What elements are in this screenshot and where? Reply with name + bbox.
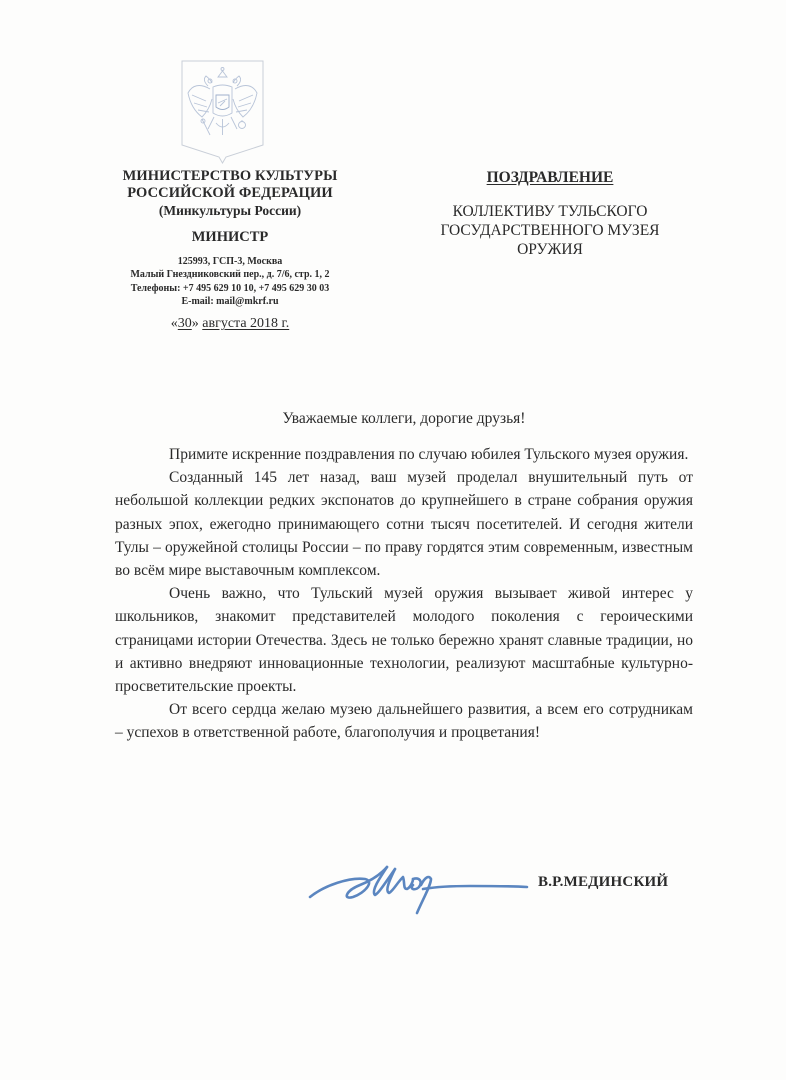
document-heading: ПОЗДРАВЛЕНИЕ — [486, 169, 614, 186]
date-close-quote: » — [191, 316, 199, 332]
ministry-name-line2: РОССИЙСКОЙ ФЕДЕРАЦИИ — [127, 185, 333, 201]
ministry-name-line1: МИНИСТЕРСТВО КУЛЬТУРЫ — [122, 168, 338, 184]
date-day: 30 — [177, 316, 192, 332]
body-paragraph: Примите искренние поздравления по случаю юбилея Тульского музея оружия. — [169, 446, 689, 463]
date-open-quote: « — [170, 316, 178, 332]
addressee-lines — [400, 202, 700, 259]
sender-position: МИНИСТР — [191, 229, 269, 245]
letter-date — [100, 315, 360, 333]
ministry-contacts — [100, 255, 360, 308]
ministry-short-name: (Минкультуры России) — [158, 203, 302, 218]
street-address: Малый Гнездниковский пер., д. 7/6, стр. 1, 2 — [130, 269, 330, 281]
addressee-line: ГОСУДАРСТВЕННОГО МУЗЕЯ — [440, 222, 660, 239]
body-paragraph: От всего сердца желаю музею дальнейшего развития, а всем его сотрудникам – успехов в ответственной работе, благополучия и процветания! — [115, 701, 693, 742]
signer-name: В.Р.МЕДИНСКИЙ — [538, 874, 669, 890]
handwritten-signature — [305, 855, 535, 925]
email-address: E-mail: mail@mkrf.ru — [181, 295, 279, 307]
addressee-line: КОЛЛЕКТИВУ ТУЛЬСКОГО — [452, 203, 648, 220]
letter-body — [115, 443, 693, 745]
postal-address: 125993, ГСП-3, Москва — [177, 256, 283, 267]
body-paragraph: Очень важно, что Тульский музей оружия вызывает живой интерес у школьников, знакомит представителей молодого поколения с героическими страницами истории Отечества. Здесь не только бережно хранят славные традиции, но и активно внедряют инновационные технологии, реализуют масштабные культурно-просветительские проекты. — [115, 585, 693, 696]
greeting: Уважаемые коллеги, дорогие друзья! — [282, 410, 526, 427]
russian-coat-of-arms-icon — [180, 59, 265, 165]
phone-numbers: Телефоны: +7 495 629 10 10, +7 495 629 30 03 — [130, 282, 330, 294]
addressee-line: ОРУЖИЯ — [517, 241, 583, 258]
ministry-header — [100, 168, 360, 333]
addressee-block — [400, 168, 700, 259]
date-month-year: августа 2018 г. — [202, 316, 290, 332]
body-paragraph: Созданный 145 лет назад, ваш музей проделал внушительный путь от небольшой коллекции редких экспонатов до крупнейшего в стране собрания оружия разных эпох, ежегодно принимающего сотни тысяч посетителей. И сегодня жители Тулы – оружейной столицы России – по праву гордятся этим современным, известным во всём мире выставочным комплексом. — [115, 469, 693, 580]
